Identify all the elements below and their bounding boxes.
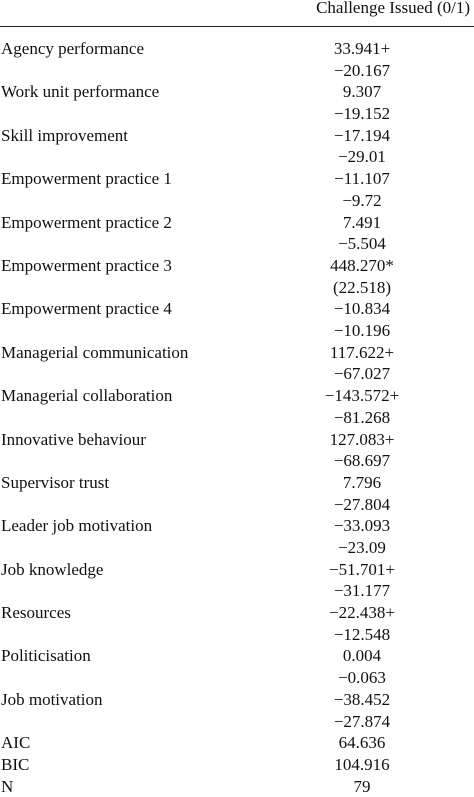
table-row — [0, 645, 474, 688]
row-label: Innovative behaviour — [1, 429, 146, 449]
row-label: Empowerment practice 1 — [1, 169, 172, 189]
coefficient-value: −38.452 — [333, 689, 391, 709]
standard-error-value: −0.063 — [338, 668, 386, 688]
standard-error-value: −10.196 — [333, 321, 391, 341]
coefficient-value: −143.572+ — [324, 386, 400, 406]
coefficient-value: −22.438+ — [329, 603, 395, 623]
standard-error-value: −5.504 — [338, 234, 386, 254]
table-row — [0, 298, 474, 341]
coefficient-value: −33.093 — [333, 516, 391, 536]
coefficient-value: −11.107 — [334, 169, 390, 189]
coefficient-value: 7.491 — [342, 212, 382, 232]
standard-error-value: (22.518) — [332, 277, 392, 297]
table-row — [0, 385, 474, 428]
table-header — [0, 0, 474, 26]
stat-label: AIC — [1, 733, 31, 753]
standard-error-value: −68.697 — [333, 451, 391, 471]
standard-error-value: −31.177 — [333, 581, 391, 601]
coefficient-value: −17.194 — [333, 125, 391, 145]
row-label: Skill improvement — [1, 125, 129, 145]
standard-error-value: −27.804 — [333, 494, 391, 514]
header-rule — [0, 26, 474, 27]
standard-error-value: −81.268 — [333, 407, 391, 427]
stat-label: BIC — [1, 754, 30, 774]
table-row — [0, 212, 474, 255]
coefficient-value: 7.796 — [342, 472, 382, 492]
table-row — [0, 81, 474, 124]
table-row — [0, 38, 474, 81]
standard-error-value: −19.152 — [333, 104, 391, 124]
row-label: Managerial communication — [1, 342, 189, 362]
standard-error-value: −67.027 — [333, 364, 391, 384]
standard-error-value: −29.01 — [338, 147, 386, 167]
coefficient-value: 117.622+ — [329, 342, 395, 362]
table-row — [0, 559, 474, 602]
standard-error-value: −12.548 — [333, 624, 391, 644]
stat-label: N — [1, 776, 14, 796]
table-row — [0, 602, 474, 645]
row-label: Supervisor trust — [1, 472, 110, 492]
coefficient-value: −51.701+ — [329, 559, 395, 579]
table-row — [0, 342, 474, 385]
row-label: Empowerment practice 4 — [1, 299, 172, 319]
standard-error-value: −20.167 — [333, 60, 391, 80]
table-row — [0, 168, 474, 211]
coefficient-value: 33.941+ — [333, 39, 391, 58]
stat-row — [0, 776, 474, 797]
standard-error-value: −9.72 — [342, 190, 382, 210]
stat-row — [0, 732, 474, 754]
coefficient-value: 0.004 — [342, 646, 382, 666]
coefficient-value: 127.083+ — [329, 429, 395, 449]
row-label: Work unit performance — [1, 82, 160, 102]
table-row — [0, 429, 474, 472]
stat-value: 79 — [353, 776, 371, 796]
row-label: Resources — [1, 603, 71, 623]
row-label: Managerial collaboration — [1, 386, 173, 406]
table-row — [0, 125, 474, 168]
row-label: Leader job motivation — [1, 516, 153, 536]
coefficient-value: −10.834 — [333, 299, 391, 319]
row-label: Job motivation — [1, 689, 103, 709]
row-label: Empowerment practice 2 — [1, 212, 172, 232]
row-label: Empowerment practice 3 — [1, 255, 172, 275]
row-label: Politicisation — [1, 646, 91, 666]
column-header: Challenge Issued (0/1) — [316, 0, 470, 17]
regression-table-body — [0, 38, 474, 797]
standard-error-value: −23.09 — [338, 537, 386, 557]
row-label: Agency performance — [1, 39, 145, 58]
table-row — [0, 255, 474, 298]
standard-error-value: −27.874 — [333, 711, 391, 731]
stat-row — [0, 754, 474, 776]
coefficient-value: 448.270* — [330, 255, 394, 275]
stat-value: 104.916 — [334, 754, 390, 774]
stat-value: 64.636 — [338, 733, 386, 753]
coefficient-value: 9.307 — [342, 82, 382, 102]
table-row — [0, 689, 474, 732]
table-row — [0, 472, 474, 515]
row-label: Job knowledge — [1, 559, 104, 579]
table-row — [0, 515, 474, 558]
